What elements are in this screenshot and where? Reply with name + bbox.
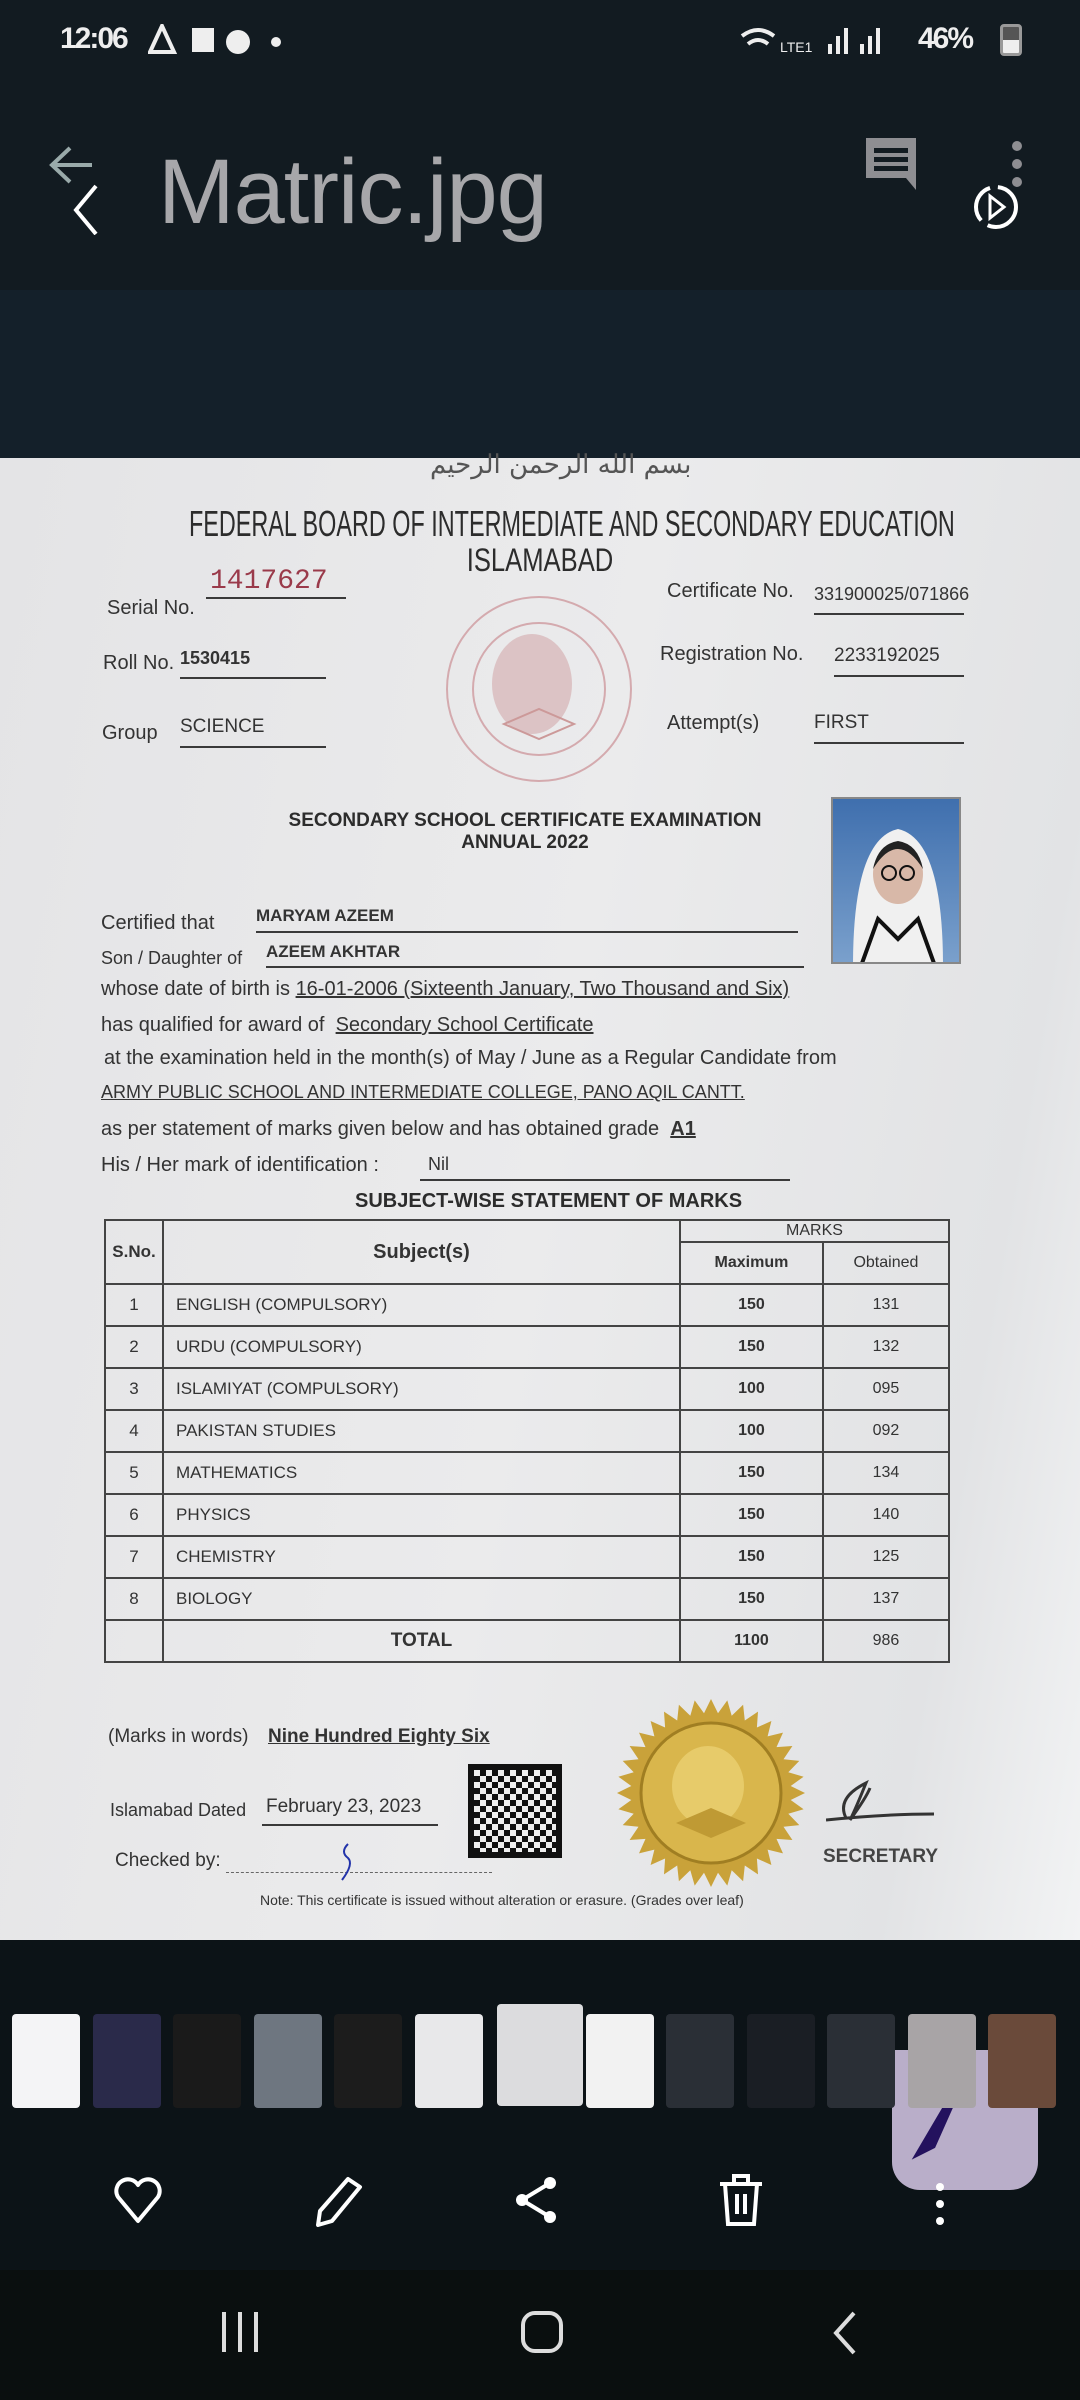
row-sno: 5	[105, 1452, 163, 1494]
col-marks: MARKS	[680, 1220, 949, 1242]
bismillah: بسم الله الرحمن الرحيم	[430, 450, 692, 480]
thumbnail[interactable]	[415, 2014, 483, 2108]
roll-number: 1530415	[180, 648, 326, 679]
row-obtained: 137	[823, 1578, 949, 1620]
award-label: has qualified for award of	[101, 1014, 325, 1036]
row-sno: 8	[105, 1578, 163, 1620]
row-obtained: 095	[823, 1368, 949, 1410]
status-time: 12:06	[60, 22, 127, 55]
award-value: Secondary School Certificate	[335, 1014, 594, 1036]
thumbnail[interactable]	[334, 2014, 402, 2108]
row-subject: PHYSICS	[163, 1494, 680, 1536]
trash-icon[interactable]	[718, 2172, 764, 2233]
thumbnail[interactable]	[12, 2014, 80, 2108]
row-sno: 6	[105, 1494, 163, 1536]
thumbnail[interactable]	[173, 2014, 241, 2108]
total-row	[105, 1620, 949, 1662]
thumbnail[interactable]	[827, 2014, 895, 2108]
student-photo	[831, 797, 961, 964]
row-subject: PAKISTAN STUDIES	[163, 1410, 680, 1452]
row-subject: ENGLISH (COMPULSORY)	[163, 1284, 680, 1326]
table-row	[105, 1536, 949, 1578]
row-maximum: 150	[680, 1494, 823, 1536]
row-sno: 1	[105, 1284, 163, 1326]
signal-icons	[738, 24, 888, 61]
attempt-value: FIRST	[814, 712, 964, 744]
school-name: ARMY PUBLIC SCHOOL AND INTERMEDIATE COLLEGE, PANO AQIL CANTT.	[101, 1082, 745, 1102]
marks-words-label: (Marks in words)	[108, 1726, 249, 1747]
table-row	[105, 1368, 949, 1410]
exam-title	[245, 810, 805, 854]
pencil-icon[interactable]	[312, 2175, 364, 2232]
row-subject: ISLAMIYAT (COMPULSORY)	[163, 1368, 680, 1410]
certificate-note: Note: This certificate is issued without alteration or erasure. (Grades over leaf)	[260, 1892, 744, 1908]
recents-icon[interactable]	[220, 2310, 260, 2359]
row-sno: 4	[105, 1410, 163, 1452]
back-arrow-icon[interactable]	[48, 140, 108, 240]
remaster-icon[interactable]	[970, 182, 1022, 237]
thumbnail[interactable]	[666, 2014, 734, 2108]
table-row	[105, 1578, 949, 1620]
board-city: ISLAMABAD	[466, 542, 614, 578]
row-obtained: 140	[823, 1494, 949, 1536]
checked-by-line	[226, 1872, 492, 1873]
secretary-label: SECRETARY	[823, 1846, 939, 1867]
thumbnail[interactable]	[254, 2014, 322, 2108]
gold-seal	[616, 1698, 806, 1893]
col-maximum: Maximum	[680, 1242, 823, 1284]
row-obtained: 125	[823, 1536, 949, 1578]
marks-table	[104, 1219, 950, 1663]
thumbnail[interactable]	[988, 2014, 1056, 2108]
marks-words: Nine Hundred Eighty Six	[268, 1726, 490, 1747]
table-row	[105, 1326, 949, 1368]
dated-label: Islamabad Dated	[110, 1800, 247, 1820]
registration-number: 2233192025	[834, 645, 964, 677]
table-row	[105, 1284, 949, 1326]
row-obtained: 134	[823, 1452, 949, 1494]
row-sno: 2	[105, 1326, 163, 1368]
group-value: SCIENCE	[180, 716, 326, 748]
row-maximum: 150	[680, 1536, 823, 1578]
total-obtained: 986	[823, 1620, 949, 1662]
more-icon[interactable]	[935, 2182, 945, 2231]
statement-title: SUBJECT-WISE STATEMENT OF MARKS	[355, 1190, 743, 1212]
row-obtained: 092	[823, 1410, 949, 1452]
row-subject: URDU (COMPULSORY)	[163, 1326, 680, 1368]
col-sno: S.No.	[105, 1220, 163, 1284]
row-maximum: 150	[680, 1326, 823, 1368]
table-row	[105, 1452, 949, 1494]
dated-value: February 23, 2023	[262, 1796, 438, 1826]
checked-by-label: Checked by:	[115, 1850, 221, 1871]
details-icon[interactable]	[864, 136, 920, 197]
checker-signature	[338, 1842, 358, 1887]
row-maximum: 100	[680, 1368, 823, 1410]
certificate-number: 331900025/071866	[814, 584, 964, 615]
row-subject: CHEMISTRY	[163, 1536, 680, 1578]
thumbnail[interactable]	[908, 2014, 976, 2108]
battery-icon	[1000, 24, 1022, 56]
network-type: LTE1	[780, 39, 813, 55]
row-maximum: 150	[680, 1452, 823, 1494]
board-title: FEDERAL BOARD OF INTERMEDIATE AND SECONDARY EDUCATION	[189, 503, 955, 544]
home-icon[interactable]	[520, 2310, 564, 2359]
grade-line	[101, 1118, 696, 1141]
notification-icons	[148, 24, 288, 56]
thumbnail[interactable]	[93, 2014, 161, 2108]
certificate-label: Certificate No.	[667, 580, 794, 602]
thumbnail[interactable]	[586, 2014, 654, 2108]
row-maximum: 150	[680, 1578, 823, 1620]
roll-label: Roll No.	[103, 652, 175, 674]
back-nav-icon[interactable]	[830, 2310, 860, 2361]
row-obtained: 131	[823, 1284, 949, 1326]
award-line	[101, 1014, 594, 1037]
certified-label: Certified that	[101, 912, 215, 934]
heart-icon[interactable]	[112, 2175, 164, 2230]
exam-session: ANNUAL 2022	[461, 832, 589, 853]
table-row	[105, 1410, 949, 1452]
table-row	[105, 1494, 949, 1536]
grade-value: A1	[670, 1118, 696, 1140]
dob-label: whose date of birth is	[101, 978, 290, 1000]
secretary-signature	[826, 1778, 936, 1833]
row-subject: BIOLOGY	[163, 1578, 680, 1620]
group-label: Group	[102, 722, 158, 744]
row-obtained: 132	[823, 1326, 949, 1368]
row-maximum: 100	[680, 1410, 823, 1452]
total-maximum: 1100	[680, 1620, 823, 1662]
total-blank	[105, 1620, 163, 1662]
board-seal-watermark	[444, 594, 634, 789]
student-name: MARYAM AZEEM	[256, 906, 798, 933]
share-icon[interactable]	[512, 2175, 562, 2230]
attempt-label: Attempt(s)	[667, 712, 760, 734]
battery-level: 46%	[918, 22, 973, 55]
grade-label: as per statement of marks given below and has obtained grade	[101, 1118, 660, 1140]
row-sno: 3	[105, 1368, 163, 1410]
exam-held-line: at the examination held in the month(s) of May / June as a Regular Candidate from	[104, 1047, 837, 1069]
dob-line	[101, 978, 789, 1001]
file-title: Matric.jpg	[158, 141, 547, 243]
parent-label: Son / Daughter of	[101, 948, 243, 968]
col-subject: Subject(s)	[163, 1220, 680, 1284]
row-subject: MATHEMATICS	[163, 1452, 680, 1494]
image-backdrop	[0, 290, 1080, 458]
identification-value: Nil	[420, 1154, 790, 1181]
row-sno: 7	[105, 1536, 163, 1578]
col-obtained: Obtained	[823, 1242, 949, 1284]
registration-label: Registration No.	[660, 643, 804, 665]
dob-value: 16-01-2006 (Sixteenth January, Two Thousand and Six)	[295, 978, 790, 1000]
identification-label: His / Her mark of identification :	[101, 1154, 379, 1176]
qr-code	[468, 1764, 562, 1858]
exam-name: SECONDARY SCHOOL CERTIFICATE EXAMINATION	[288, 810, 762, 831]
thumbnail[interactable]	[747, 2014, 815, 2108]
parent-name: AZEEM AKHTAR	[266, 942, 804, 968]
total-label: TOTAL	[163, 1620, 680, 1662]
row-maximum: 150	[680, 1284, 823, 1326]
serial-label: Serial No.	[107, 597, 195, 619]
thumbnail[interactable]	[497, 2004, 583, 2106]
serial-number: 1417627	[206, 566, 346, 599]
